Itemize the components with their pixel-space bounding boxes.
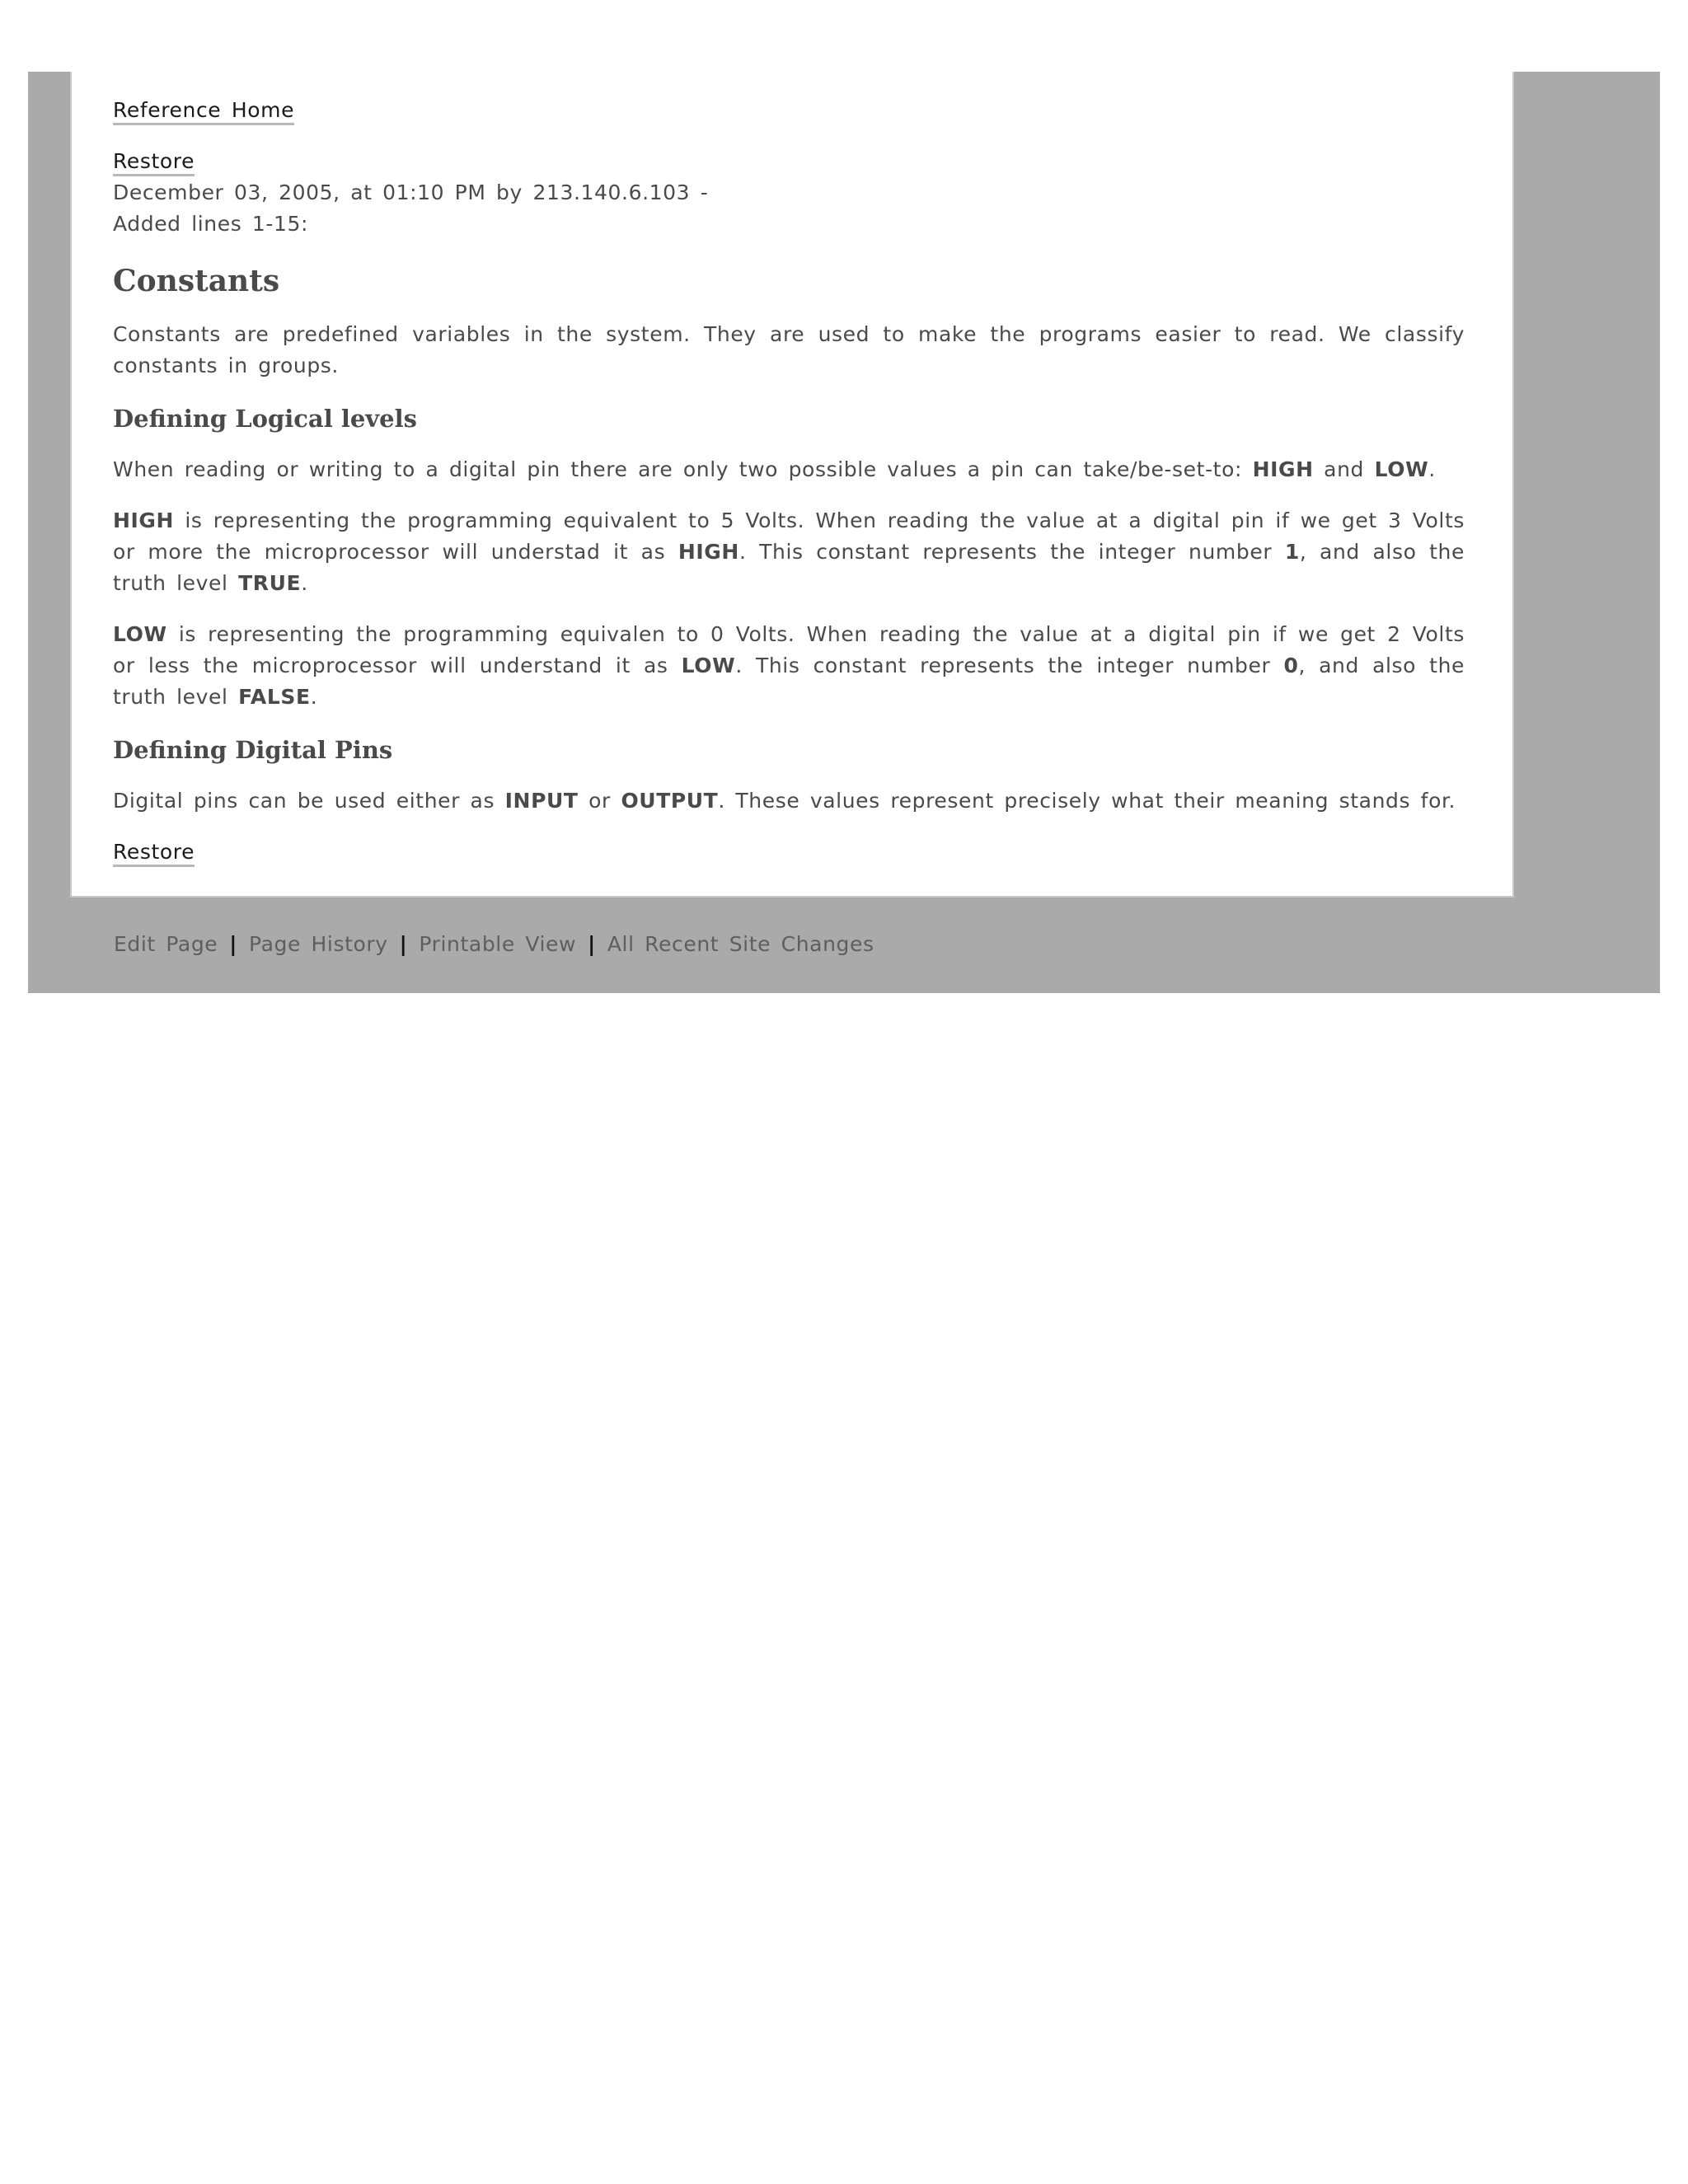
- keyword-false: FALSE: [238, 685, 311, 709]
- text-span: . These values represent precisely what their meaning stands for.: [718, 789, 1456, 813]
- low-paragraph: [113, 619, 1465, 713]
- restore-link-top[interactable]: Restore: [113, 149, 195, 176]
- keyword-true: TRUE: [238, 571, 302, 595]
- text-span: and: [1313, 457, 1375, 481]
- section-heading-logical-levels: Defining Logical levels: [113, 405, 417, 433]
- footer-separator: |: [588, 932, 596, 956]
- footer-separator: |: [229, 932, 238, 956]
- text-span: .: [310, 685, 318, 709]
- text-span: . This constant represents the integer number: [738, 540, 1285, 564]
- keyword-output: OUTPUT: [621, 789, 719, 813]
- text-span: , and also the truth level: [113, 654, 1465, 709]
- high-paragraph: [113, 505, 1465, 599]
- text-span: .: [1428, 457, 1436, 481]
- keyword-low: LOW: [681, 654, 736, 677]
- text-span: is representing the programming equivalent to 5 Volts. When reading the value at a digital pin if we get 3 Volts or more the microprocessor will understad it as: [113, 509, 1465, 564]
- keyword-low: LOW: [113, 622, 167, 646]
- reference-home-row: [113, 95, 1465, 126]
- digital-pins-paragraph: [113, 785, 1465, 817]
- article-body: [113, 95, 1465, 868]
- page-title: Constants: [113, 264, 280, 298]
- restore-bottom-row: [113, 837, 1465, 868]
- revision-timestamp: December 03, 2005, at 01:10 PM by 213.140.6.103 -: [113, 180, 709, 204]
- keyword-low: LOW: [1374, 457, 1429, 481]
- text-span: or: [578, 789, 621, 813]
- page-frame: [28, 72, 1660, 993]
- restore-link-bottom[interactable]: Restore: [113, 840, 195, 867]
- restore-top-row: [113, 146, 1465, 177]
- keyword-number: 0: [1283, 654, 1299, 677]
- intro-paragraph: Constants are predefined variables in the system. They are used to make the programs easier to read. We classify constants in groups.: [113, 322, 1465, 377]
- text-span: When reading or writing to a digital pin there are only two possible values a pin can take/be-set-to:: [113, 457, 1253, 481]
- keyword-high: HIGH: [678, 540, 739, 564]
- recent-changes-link[interactable]: All Recent Site Changes: [607, 932, 874, 956]
- keyword-input: INPUT: [504, 789, 579, 813]
- revision-summary: Added lines 1-15:: [113, 212, 309, 236]
- content-panel: [70, 72, 1514, 898]
- text-span: .: [301, 571, 308, 595]
- text-span: , and also the truth level: [113, 540, 1465, 595]
- page-history-link[interactable]: Page History: [249, 932, 388, 956]
- keyword-number: 1: [1284, 540, 1300, 564]
- footer-nav: [114, 929, 874, 960]
- keyword-high: HIGH: [1252, 457, 1314, 481]
- section-heading-digital-pins: Defining Digital Pins: [113, 736, 393, 764]
- printable-view-link[interactable]: Printable View: [419, 932, 577, 956]
- logical-levels-paragraph: [113, 454, 1465, 485]
- reference-home-link[interactable]: Reference Home: [113, 98, 294, 125]
- text-span: Digital pins can be used either as: [113, 789, 505, 813]
- edit-page-link[interactable]: Edit Page: [114, 932, 218, 956]
- text-span: is representing the programming equivalen to 0 Volts. When reading the value at a digital pin if we get 2 Volts or less the microprocessor will understand it as: [113, 622, 1465, 677]
- text-span: . This constant represents the integer number: [735, 654, 1284, 677]
- footer-separator: |: [399, 932, 408, 956]
- keyword-high: HIGH: [113, 509, 175, 532]
